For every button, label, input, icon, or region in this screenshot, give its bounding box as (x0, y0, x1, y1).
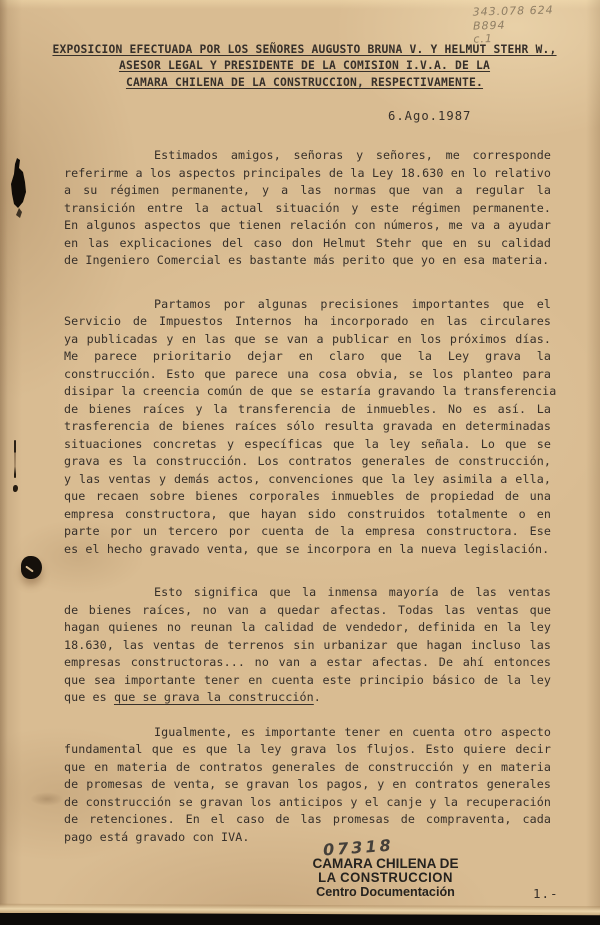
title-line: CAMARA CHILENA DE LA CONSTRUCCION, RESPECTIVAMENTE. (125, 75, 484, 89)
ink-blob (21, 556, 42, 579)
text-line: construcción. Esto que parece una cosa obvia, se los planteo para (64, 366, 551, 381)
text-line: de bienes raíces, no van a quedar afectas. Todas las ventas que (64, 602, 551, 617)
paper-bottom-edge (0, 904, 600, 916)
text-line: Igualmente, es importante tener en cuenta otro aspecto (154, 724, 551, 739)
text-line: Partamos por algunas precisiones importantes que el (154, 296, 551, 311)
text-line: grava es la construcción. Los contratos generales de construcción, (64, 454, 551, 468)
text-line: pago está gravado con IVA. (64, 829, 250, 844)
text-line: de retenciones. En el caso de las promesas de compraventa, cada (64, 812, 551, 826)
pencil-code-line: B894 (472, 18, 506, 33)
text-line: parte por un tercero por cuenta de la empresa constructora. Ese (64, 524, 551, 538)
title-line: ASESOR LEGAL Y PRESIDENTE DE LA COMISION I.V.A. DE LA (118, 59, 491, 73)
document-body (64, 147, 557, 872)
text-line: en las explicaciones del caso don Helmut Stehr que en su calidad (64, 235, 551, 250)
text-line: que recaen sobre bienes corporales inmuebles de propiedad de una (64, 489, 551, 503)
stamp-line: LA CONSTRUCCION (318, 869, 453, 885)
ink-dot (13, 485, 18, 492)
paragraph (64, 584, 551, 707)
paragraph (64, 147, 551, 270)
text-line: fundamental que es que la ley grava los flujos. Esto quiere decir (64, 742, 551, 756)
paragraph (64, 296, 557, 559)
text-line: de Ingeniero Comercial es bastante más perito que yo en esa materia. (64, 253, 550, 267)
text-line: 18.630, las ventas de terrenos sin urbanizar que hagan incluso las (64, 637, 551, 652)
library-code-pencil (472, 2, 593, 46)
document-title (52, 42, 557, 91)
text-line: referirme a los aspectos principales de la Ley 18.630 en lo relativo (64, 165, 551, 180)
text-line: de promesas de venta, se gravan los pagos, y en contratos generales (64, 777, 551, 791)
title-line: EXPOSICION EFECTUADA POR LOS SEÑORES AUGUSTO BRUNA V. Y HELMUT STEHR W., (52, 43, 557, 56)
stamp-line: CAMARA CHILENA DE (312, 855, 459, 871)
text-line: que en materia de contratos generales de construcción y en materia (64, 759, 551, 774)
text-line: disipar la creencia común de que se estaría gravando la transferencia (64, 384, 557, 398)
pencil-code-line: 343.078 624 (472, 3, 554, 19)
text-line: transición entre la actual situación y este régimen permanente. (64, 200, 551, 215)
text-line: que es que se grava la construcción. (64, 690, 321, 704)
text-line: Servicio de Impuestos Internos ha incorporado en las circulares (64, 314, 551, 328)
text-line: empresas constructoras... no van a estar afectas. De ahí entonces (64, 655, 551, 669)
document-date: 6.Ago.1987 (388, 109, 472, 123)
text-line: a su régimen permanente, y a las normas que van a regular la (64, 183, 551, 197)
stamp-line: Centro Documentación (316, 884, 455, 899)
text-line: empresa constructora, que hayan sido construidos totalmente o en (64, 506, 551, 521)
text-line: ya publicadas y en las que se van a publicar en los próximos días. (64, 331, 551, 346)
text-line: Esto significa que la inmensa mayoría de las ventas (154, 585, 551, 599)
text-line: que sea importante tener en cuenta este principio básico de la ley (64, 672, 551, 687)
text-line: trasferencia de bienes raíces sólo resulta gravada en determinadas (64, 419, 551, 433)
text-line: de construcción se gravan los anticipos y el canje y la recuperación (64, 794, 551, 809)
text-line: es el hecho gravado venta, que se incorpora en la nueva legislación. (64, 541, 550, 556)
text-line: Estimados amigos, señoras y señores, me corresponde (154, 148, 551, 162)
text-line: de bienes raíces y la transferencia de inmuebles. No es así. La (64, 401, 551, 416)
text-line: hagan quienes no reunan la calidad de vendedor, definida en la ley (64, 620, 551, 634)
text-line: y las ventas y demás actos, convenciones que la ley asimila a ella, (64, 471, 551, 486)
pencil-code-line: c.1 (473, 32, 494, 46)
text-line: En algunos aspectos que tienen relación con números, me va a ayudar (64, 218, 551, 232)
page-number: 1.- (533, 886, 559, 901)
paragraph (64, 724, 551, 847)
paper-tear-hole (6, 158, 32, 222)
crease-mark (14, 440, 16, 478)
text-line: Me parece prioritario dejar en claro que la Ley grava la (64, 349, 551, 363)
text-line: situaciones concretas y específicas que la ley señala. Lo que se (64, 436, 551, 451)
handwritten-number: 07318 (322, 835, 395, 860)
paper-smudge (30, 792, 64, 806)
documentation-center-stamp (291, 856, 480, 900)
